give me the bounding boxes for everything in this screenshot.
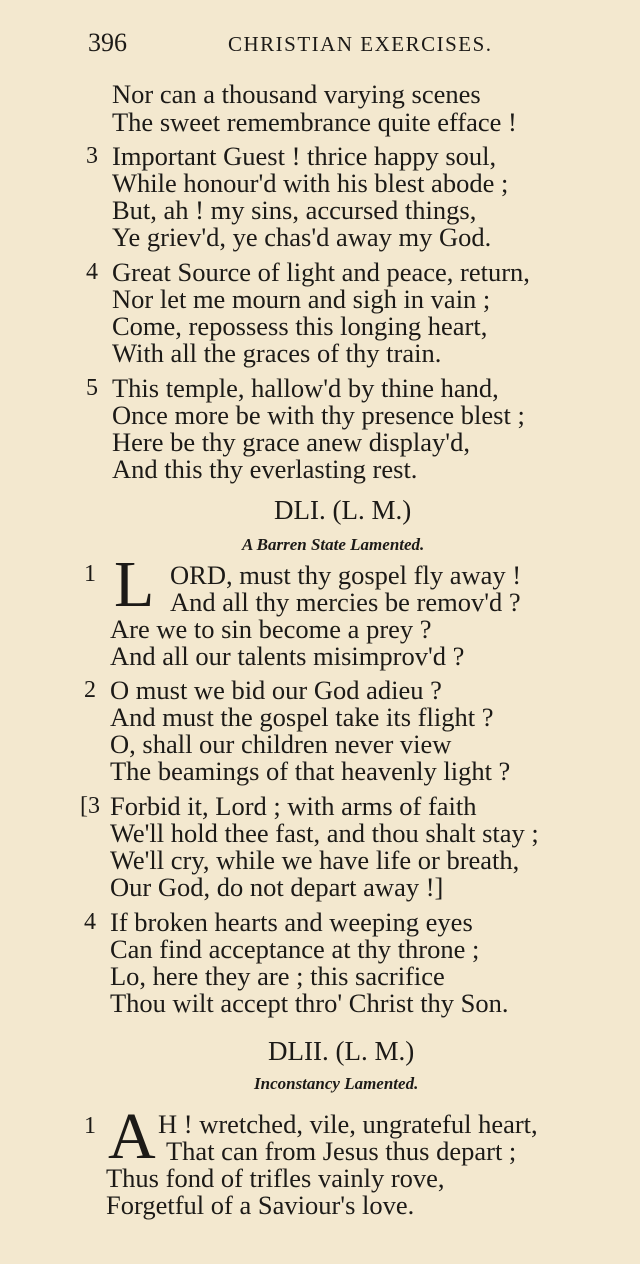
stanza-number: 4 <box>84 909 96 935</box>
verse-line: With all the graces of thy train. <box>112 338 442 368</box>
hymn-subtitle: Inconstancy Lamented. <box>254 1074 419 1093</box>
verse-line: While honour'd with his blest abode ; <box>112 168 509 198</box>
verse-line: Important Guest ! thrice happy soul, <box>112 141 497 171</box>
verse-line: We'll cry, while we have life or breath, <box>110 845 520 875</box>
verse-line: And all thy mercies be remov'd ? <box>170 587 521 617</box>
verse-line: Great Source of light and peace, return, <box>112 257 530 287</box>
verse-line: Nor can a thousand varying scenes <box>112 79 481 109</box>
verse-line: The beamings of that heavenly light ? <box>110 756 511 786</box>
verse-line: H ! wretched, vile, ungrateful heart, <box>158 1109 538 1139</box>
verse-line: This temple, hallow'd by thine hand, <box>112 373 499 403</box>
page-number: 396 <box>88 28 127 57</box>
stanza-number: 1 <box>84 1113 96 1139</box>
verse-line: O, shall our children never view <box>110 729 452 759</box>
page-header <box>88 28 548 64</box>
stanza-number: 4 <box>86 259 98 285</box>
verse-line: Thus fond of trifles vainly rove, <box>106 1163 445 1193</box>
verse-line: Lo, here they are ; this sacrifice <box>110 961 445 991</box>
verse-line: Thou wilt accept thro' Christ thy Son. <box>110 988 509 1018</box>
stanza-number: 1 <box>84 561 96 587</box>
verse-line: Are we to sin become a prey ? <box>110 614 432 644</box>
verse-line: If broken hearts and weeping eyes <box>110 907 473 937</box>
stanza-number: [3 <box>80 793 100 819</box>
verse-line: Nor let me mourn and sigh in vain ; <box>112 284 491 314</box>
verse-line: ORD, must thy gospel fly away ! <box>170 560 522 590</box>
drop-cap: L <box>114 548 155 621</box>
hymn-subtitle: A Barren State Lamented. <box>242 535 425 554</box>
verse-line: O must we bid our God adieu ? <box>110 675 442 705</box>
verse-line: Can find acceptance at thy throne ; <box>110 934 480 964</box>
stanza-number: 5 <box>86 375 98 401</box>
stanza-number: 2 <box>84 677 96 703</box>
verse-line: Here be thy grace anew display'd, <box>112 427 470 457</box>
hymn-title: DLII. (L. M.) <box>268 1036 415 1066</box>
verse-line: We'll hold thee fast, and thou shalt stay ; <box>110 818 539 848</box>
verse-line: But, ah ! my sins, accursed things, <box>112 195 477 225</box>
verse-line: And all our talents misimprov'd ? <box>110 641 465 671</box>
verse-line: And this thy everlasting rest. <box>112 454 418 484</box>
verse-line: Forbid it, Lord ; with arms of faith <box>110 791 477 821</box>
verse-line: And must the gospel take its flight ? <box>110 702 494 732</box>
verse-line: Forgetful of a Saviour's love. <box>106 1190 415 1220</box>
verse-line: Come, repossess this longing heart, <box>112 311 488 341</box>
verse-line: Ye griev'd, ye chas'd away my God. <box>112 222 492 252</box>
hymn-title: DLI. (L. M.) <box>274 495 412 525</box>
verse-line: That can from Jesus thus depart ; <box>166 1136 517 1166</box>
verse-line: Once more be with thy presence blest ; <box>112 400 525 430</box>
stanza-number: 3 <box>86 143 98 169</box>
verse-line: Our God, do not depart away !] <box>110 872 444 902</box>
verse-line: The sweet remembrance quite efface ! <box>112 107 517 137</box>
running-title: CHRISTIAN EXERCISES. <box>228 32 493 56</box>
drop-cap: A <box>108 1100 156 1173</box>
